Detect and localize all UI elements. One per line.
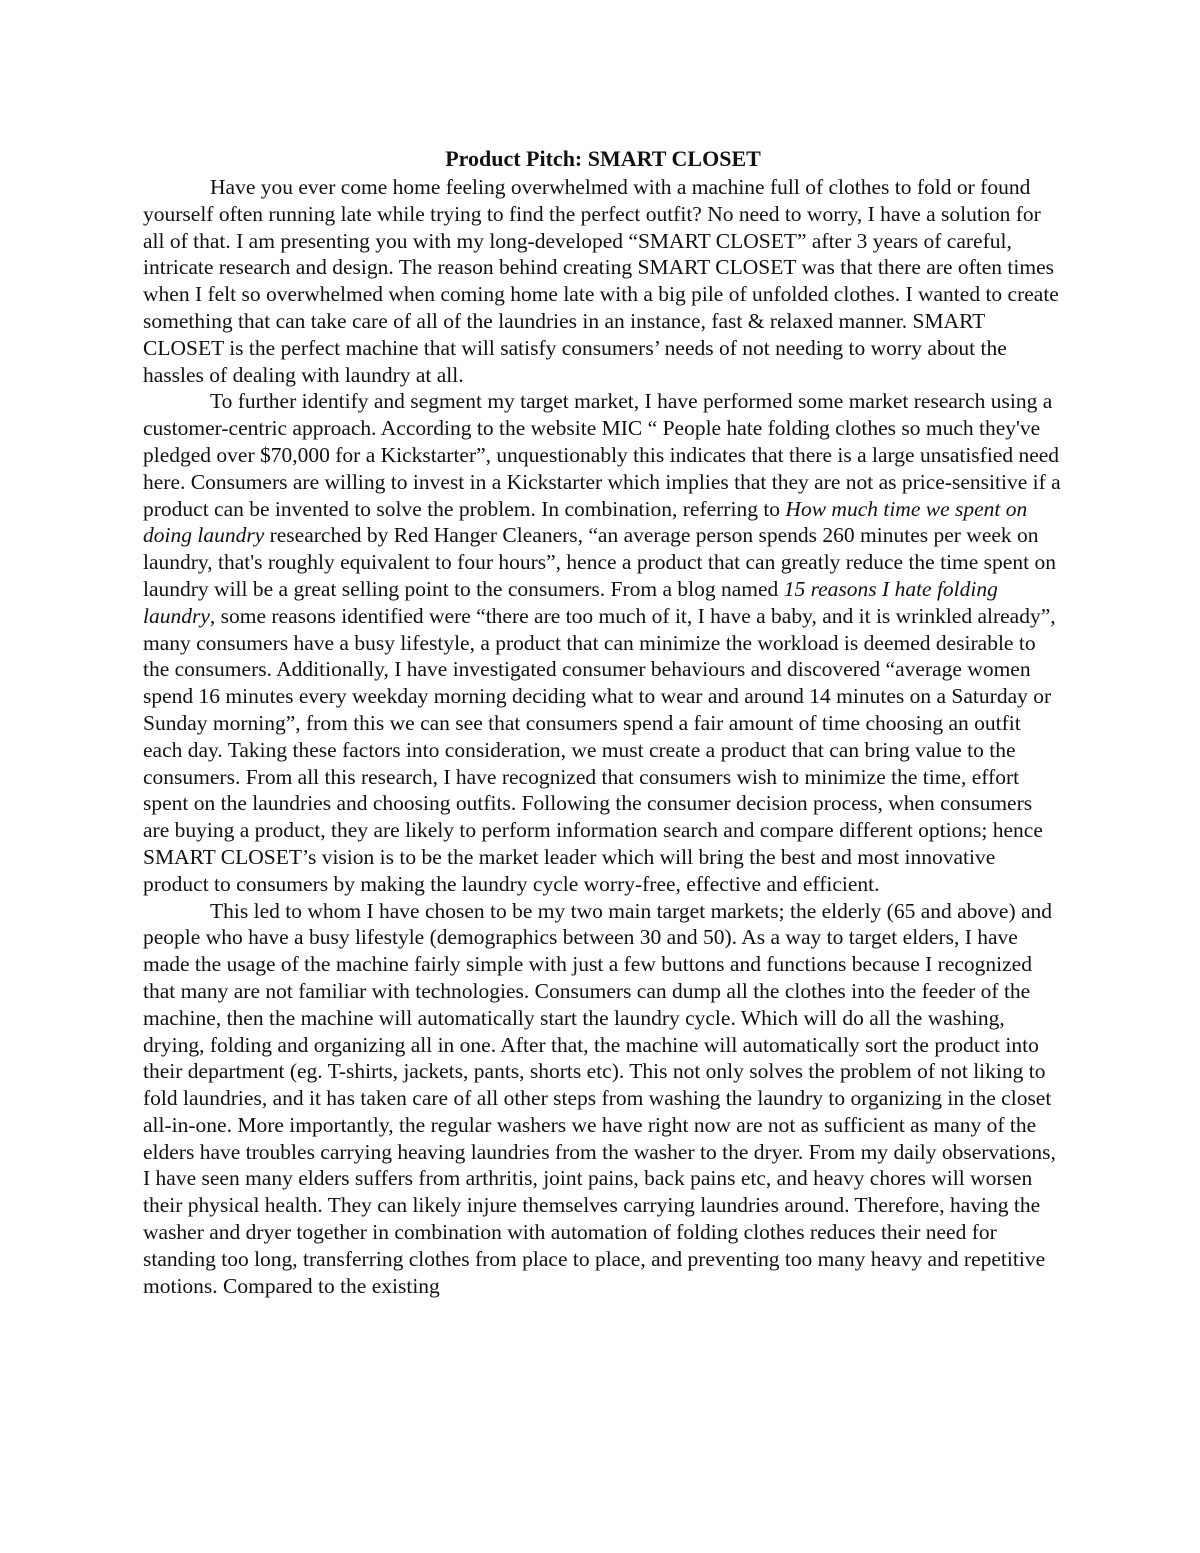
paragraph-text: To further identify and segment my target market, I have performed some market research using a customer-centric approach. According to the website MIC “ People hate folding clothes so much they've pledged over $70,000 for a Kickstarter”, unquestionably this indicates that there is a large unsatisfied need here. Consumers are willing to invest in a Kickstarter which implies that they are not as price-sensitive if a product can be invented to solve the problem. In combination, referring to: [143, 389, 1061, 521]
italic-title-laundry-time: How much time we spent on doing laundry: [143, 496, 1028, 548]
paragraph-text: researched by Red Hanger Cleaners, “an average person spends 260 minutes per week on laundry, that's roughly equivalent to four hours”, hence a product that can greatly reduce the time spent on laundry will be a great selling point to the consumers. From a blog named: [143, 523, 1056, 601]
paragraph-text: This led to whom I have chosen to be my two main target markets; the elderly (65 and above) and people who have a busy lifestyle (demographics between 30 and 50). As a way to target elders, I have made the usage of the machine fairly simple with just a few buttons and functions because I recognized that many are not familiar with technologies. Consumers can dump all the clothes into the feeder of the machine, then the machine will automatically start the laundry cycle. Which will do all the washing, drying, folding and organizing all in one. After that, the machine will automatically sort the product into their department (eg. T-shirts, jackets, pants, shorts etc). This not only solves the problem of not liking to fold laundries, and it has taken care of all other steps from washing the laundry to organizing in the closet all-in-one. More importantly, the regular washers we have right now are not as sufficient as many of the elders have troubles carrying heaving laundries from the washer to the dryer. From my daily observations, I have seen many elders suffers from arthritis, joint pains, back pains etc, and heavy chores will worsen their physical health. They can likely injure themselves carrying laundries around. Therefore, having the washer and dryer together in combination with automation of folding clothes reduces their need for standing too long, transferring clothes from place to place, and preventing too many heavy and repetitive motions. Compared to the existing: [143, 898, 1056, 1298]
paragraph-text: , some reasons identified were “there are too much of it, I have a baby, and it is wrinkled already”, many consumers have a busy lifestyle, a product that can minimize the workload is deemed desirable to the consumers. Additionally, I have investigated consumer behaviours and discovered “average women spend 16 minutes every weekday morning deciding what to wear and around 14 minutes on a Saturday or Sunday morning”, from this we can see that consumers spend a fair amount of time choosing an outfit each day. Taking these factors into consideration, we must create a product that can bring value to the consumers. From all this research, I have recognized that consumers wish to minimize the time, effort spent on the laundries and choosing outfits. Following the consumer decision process, when consumers are buying a product, they are likely to perform information search and compare different options; hence SMART CLOSET’s vision is to be the market leader which will bring the best and most innovative product to consumers by making the laundry cycle worry-free, effective and efficient.: [143, 603, 1056, 896]
document-title: Product Pitch: SMART CLOSET: [445, 146, 761, 171]
document-body: [143, 145, 1063, 1299]
paragraph-2: [143, 388, 1063, 897]
paragraph-1: [143, 174, 1063, 388]
paragraph-text: Have you ever come home feeling overwhelmed with a machine full of clothes to fold or found yourself often running late while trying to find the perfect outfit? No need to worry, I have a solution for all of that. I am presenting you with my long-developed “SMART CLOSET” after 3 years of careful, intricate research and design. The reason behind creating SMART CLOSET was that there are often times when I felt so overwhelmed when coming home late with a big pile of unfolded clothes. I wanted to create something that can take care of all of the laundries in an instance, fast & relaxed manner. SMART CLOSET is the perfect machine that will satisfy consumers’ needs of not needing to worry about the hassles of dealing with laundry at all.: [143, 175, 1059, 387]
paragraph-3: [143, 898, 1063, 1300]
italic-title-blog: 15 reasons I hate folding laundry: [143, 576, 998, 628]
